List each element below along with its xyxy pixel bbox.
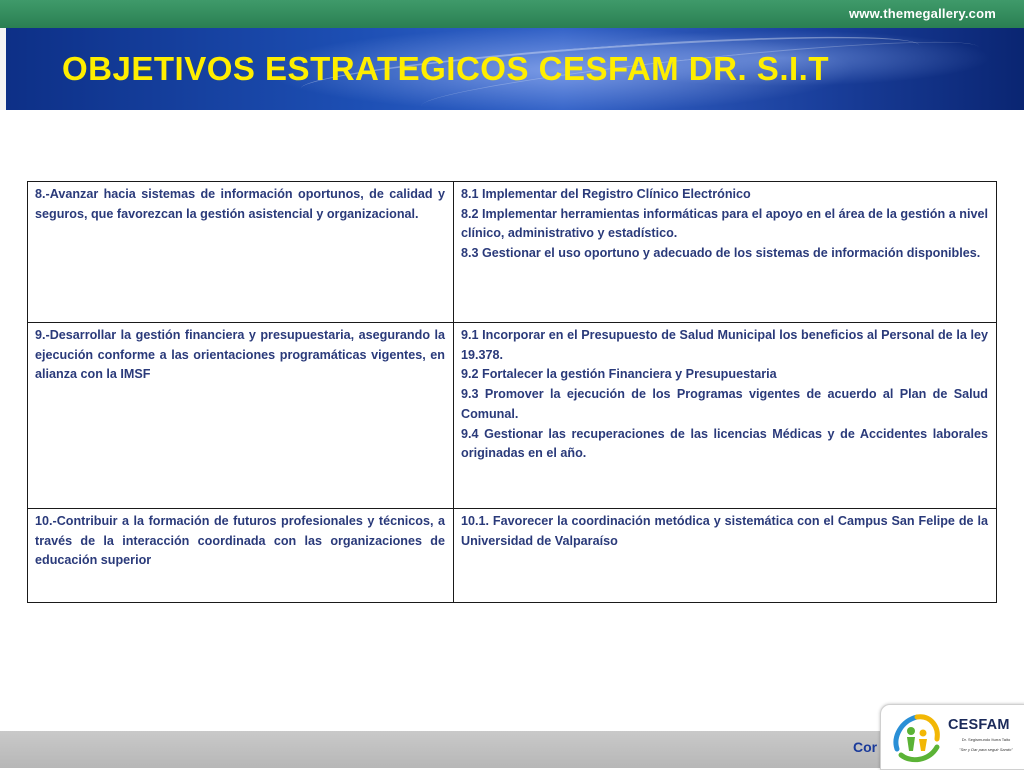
objective-cell	[28, 323, 454, 509]
logo-tagline: "Ser y Dar para seguir Sando"	[959, 747, 1013, 752]
actions-cell	[454, 323, 997, 509]
action-item: 9.3 Promover la ejecución de los Programas vigentes de acuerdo al Plan de Salud Comunal.	[461, 387, 988, 421]
site-url: www.themegallery.com	[848, 6, 996, 21]
objective-cell	[28, 509, 454, 603]
cesfam-logo-icon	[887, 709, 945, 765]
action-item: 8.2 Implementar herramientas informáticas para el apoyo en el área de la gestión a nivel clínico, administrativo y estadístico.	[461, 206, 988, 241]
page-title: OBJETIVOS ESTRATEGICOS CESFAM DR. S.I.T	[62, 50, 829, 87]
footer-text: Cor	[853, 739, 878, 755]
logo-subtitle: Dr. Segismundo Iturra Taito	[961, 737, 1011, 742]
actions-cell	[454, 509, 997, 603]
objective-text: 9.-Desarrollar la gestión financiera y presupuestaria, asegurando la ejecución conforme a las orientaciones programáticas vigentes, en alianza con la IMSF	[35, 328, 445, 382]
action-item: 8.3 Gestionar el uso oportuno y adecuado de los sistemas de información disponibles.	[461, 246, 981, 261]
cesfam-logo	[880, 704, 1024, 770]
logo-name: CESFAM	[948, 717, 1010, 733]
top-strip	[0, 0, 1024, 28]
actions-cell	[454, 182, 997, 323]
action-item: 10.1. Favorecer la coordinación metódica y sistemática con el Campus San Felipe de la Universidad de Valparaíso	[461, 514, 988, 548]
objective-cell	[28, 182, 454, 323]
action-item: 9.4 Gestionar las recuperaciones de las licencias Médicas y de Accidentes laborales originadas en el año.	[461, 426, 988, 461]
objectives-table	[27, 181, 997, 603]
title-banner	[0, 28, 1024, 110]
table-row	[28, 323, 997, 509]
action-item: 9.2 Fortalecer la gestión Financiera y Presupuestaria	[461, 367, 777, 382]
objective-text: 8.-Avanzar hacia sistemas de información oportunos, de calidad y seguros, que favorezcan la gestión asistencial y organizacional.	[35, 187, 445, 221]
action-item: 8.1 Implementar del Registro Clínico Electrónico	[461, 187, 751, 201]
table-row	[28, 182, 997, 323]
objective-text: 10.-Contribuir a la formación de futuros profesionales y técnicos, a través de la interacción coordinada con las organizaciones de educación superior	[35, 514, 445, 568]
table-row	[28, 509, 997, 603]
action-item: 9.1 Incorporar en el Presupuesto de Salud Municipal los beneficios al Personal de la ley 19.378.	[461, 328, 988, 362]
